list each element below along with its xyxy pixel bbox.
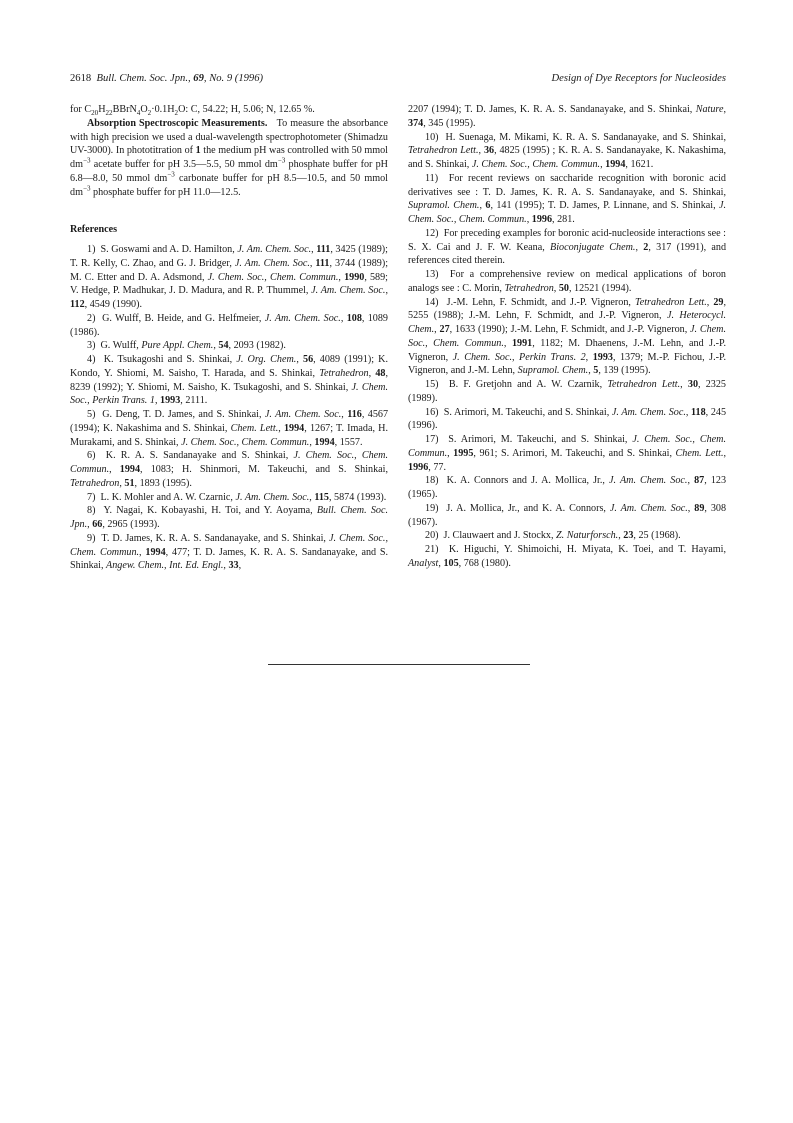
page-number: 2618	[70, 73, 92, 84]
section-heading: Absorption Spectroscopic Measurements.	[87, 117, 268, 129]
reference-9-cont: 2207 (1994); T. D. James, K. R. A. S. Sandanayake, and S. Shinkai, Nature, 374, 345 (1995).	[408, 104, 726, 129]
end-of-article-rule	[268, 664, 530, 665]
reference-1: 1) S. Goswami and A. D. Hamilton, J. Am. Chem. Soc., 111, 3425 (1989); T. R. Kelly, C. Zhao, and G. J. Bridger, J. Am. Chem. Soc., 111, 3744 (1989); M. C. Etter and D. A. Adsmond, J. Chem. Soc., Chem. Commun., 1990, 589; V. Hedge, P. Madhukar, J. D. Madura, and R. P. Thummel, J. Am. Chem. Soc., 112, 4549 (1990).	[70, 244, 389, 310]
running-header	[70, 71, 726, 87]
reference-15: 15) B. F. Gretjohn and A. W. Czarnik, Tetrahedron Lett., 30, 2325 (1989).	[408, 379, 726, 404]
reference-3: 3) G. Wulff, Pure Appl. Chem., 54, 2093 (1982).	[87, 340, 286, 352]
absorption-paragraph: Absorption Spectroscopic Measurements. To measure the absorbance with high precision we used a dual-wavelength spectrophotometer (Shimadzu UV-3000). In phototitration of 1 the medium pH was controlled with 50 mmol $dm^{-3}$ acetate buffer for pH 3.5—5.5, 50 mmol $dm^{-3}$ phosphate buffer for pH 6.8—8.0, 50 mmol $dm^{-3}$ carbonate buffer for pH 8.5—10.5, and 50 mmol $dm^{-3}$ phosphate buffer for pH 11.0—12.5.	[70, 117, 388, 198]
reference-4: 4) K. Tsukagoshi and S. Shinkai, J. Org. Chem., 56, 4089 (1991); K. Kondo, Y. Shiomi, M. Saisho, T. Harada, and S. Shinkai, Tetrahedron, 48, 8239 (1992); Y. Shiomi, M. Saisho, K. Tsukagoshi, and S. Shinkai, J. Chem. Soc., Perkin Trans. 1, 1993, 2111.	[70, 354, 388, 407]
reference-8: 8) Y. Nagai, K. Kobayashi, H. Toi, and Y. Aoyama, Bull. Chem. Soc. Jpn., 66, 2965 (1993).	[70, 505, 388, 530]
volume: 69	[193, 73, 204, 84]
reference-5: 5) G. Deng, T. D. James, and S. Shinkai, J. Am. Chem. Soc., 116, 4567 (1994); K. Nakashima and S. Shinkai, Chem. Lett., 1994, 1267; T. Imada, H. Murakami, and S. Shinkai, J. Chem. Soc., Chem. Commun., 1994, 1557.	[70, 409, 389, 448]
reference-19: 19) J. A. Mollica, Jr., and K. A. Connors, J. Am. Chem. Soc., 89, 308 (1967).	[408, 502, 727, 528]
reference-21: 21) K. Higuchi, Y. Shimoichi, H. Miyata, K. Toei, and T. Hayami, Analyst, 105, 768 (1980).	[408, 544, 726, 569]
reference-20: 20) J. Clauwaert and J. Stockx, Z. Naturforsch., 23, 25 (1968).	[425, 530, 681, 542]
reference-11: 11) For recent reviews on saccharide recognition with boronic acid derivatives see : T. D. James, K. R. A. S. Sandanayake, and S. Shinkai, Supramol. Chem., 6, 141 (1995); T. D. James, P. Linnane, and S. Shinkai, J. Chem. Soc., Chem. Commun., 1996, 281.	[408, 172, 727, 225]
right-column	[408, 103, 726, 571]
reference-12: 12) For preceding examples for boronic acid-nucleoside interactions see : S. X. Cai and J. F. W. Keana, Bioconjugate Chem., 2, 317 (1991), and references cited therein.	[408, 227, 727, 267]
reference-7: 7) L. K. Mohler and A. W. Czarnic, J. Am. Chem. Soc., 115, 5874 (1993).	[87, 491, 387, 503]
running-title: Design of Dye Receptors for Nucleosides	[551, 73, 726, 84]
references-heading: References	[70, 224, 118, 236]
reference-6: 6) K. R. A. S. Sandanayake and S. Shinkai, J. Chem. Soc., Chem. Commun., 1994, 1083; H. Shinmori, M. Takeuchi, and S. Shinkai, Tetrahedron, 51, 1893 (1995).	[70, 450, 388, 489]
elemental-analysis: for $C_{20}H_{22}BBrN_4O_2\cdot 0.1H_2O$: C, 54.22; H, 5.06; N, 12.65 %.	[70, 104, 315, 118]
reference-10: 10) H. Suenaga, M. Mikami, K. R. A. S. Sandanayake, and S. Shinkai, Tetrahedron Lett., 36, 4825 (1995) ; K. R. A. S. Sandanayake, K. Nakashima, and S. Shinkai, J. Chem. Soc., Chem. Commun., 1994, 1621.	[408, 131, 727, 170]
reference-14: 14) J.-M. Lehn, F. Schmidt, and J.-P. Vigneron, Tetrahedron Lett., 29, 5255 (1988); J.-M. Lehn, F. Schmidt, and J.-P. Vigneron, J. Heterocycl. Chem., 27, 1633 (1990); J.-M. Lehn, F. Schmidt, and J.-P. Vigneron, J. Chem. Soc., Chem. Commun., 1991, 1182; M. Dhaenens, J.-M. Lehn, and J.-P. Vigneron, J. Chem. Soc., Perkin Trans. 2, 1993, 1379; M.-P. Fichou, J.-P. Vigneron, and J.-M. Lehn, Supramol. Chem., 5, 139 (1995).	[408, 296, 727, 377]
journal-name: Bull. Chem. Soc. Jpn.	[96, 73, 188, 84]
reference-16: 16) S. Arimori, M. Takeuchi, and S. Shinkai, J. Am. Chem. Soc., 118, 245 (1996).	[408, 406, 727, 432]
reference-17: 17) S. Arimori, M. Takeuchi, and S. Shinkai, J. Chem. Soc., Chem. Commun., 1995, 961; S. Arimori, M. Takeuchi, and S. Shinkai, Chem. Lett., 1996, 77.	[408, 434, 727, 473]
left-column	[70, 103, 388, 573]
reference-9: 9) T. D. James, K. R. A. S. Sandanayake, and S. Shinkai, J. Chem. Soc., Chem. Commun., 1994, 477; T. D. James, K. R. A. S. Sandanayake, and S. Shinkai, Angew. Chem., Int. Ed. Engl., 33,	[70, 532, 389, 572]
reference-2: 2) G. Wulff, B. Heide, and G. Helfmeier, J. Am. Chem. Soc., 108, 1089 (1986).	[70, 312, 388, 338]
issue-year: , No. 9 (1996)	[203, 73, 264, 84]
reference-18: 18) K. A. Connors and J. A. Mollica, Jr., J. Am. Chem. Soc., 87, 123 (1965).	[408, 475, 727, 500]
reference-13: 13) For a comprehensive review on medical applications of boron analogs see : C. Morin, Tetrahedron, 50, 12521 (1994).	[408, 269, 726, 294]
header-citation: 2618 Bull. Chem. Soc. Jpn., 69, No. 9 (1996)	[70, 73, 264, 84]
